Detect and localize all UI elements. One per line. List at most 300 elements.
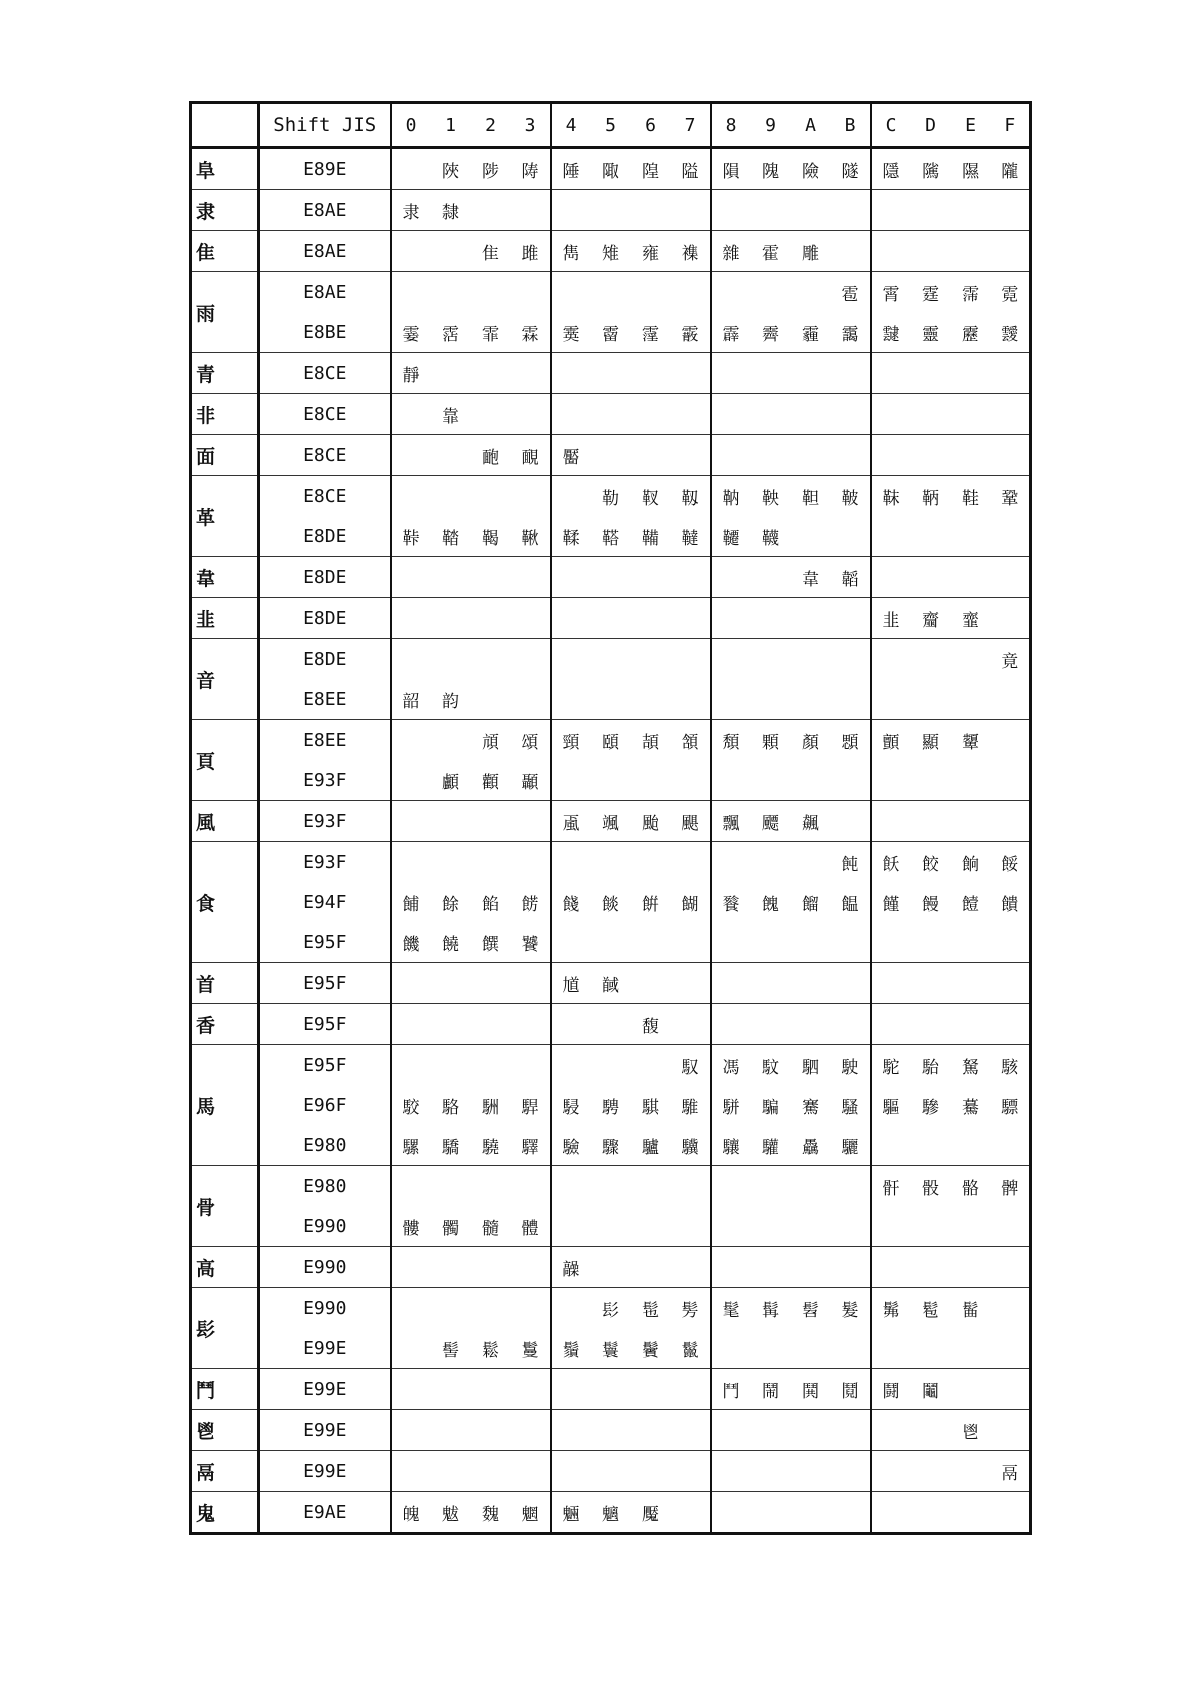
- kanji-cell: [951, 1004, 991, 1045]
- kanji-cell: [511, 476, 551, 517]
- kanji-cell: [791, 1328, 831, 1369]
- kanji-cell: [871, 1492, 911, 1534]
- kanji-cell: [831, 231, 871, 272]
- radical-cell: 風: [191, 801, 259, 842]
- table-row: [191, 801, 1031, 842]
- kanji-cell: [711, 922, 751, 963]
- kanji-cell: [551, 557, 591, 598]
- kanji-cell: 駱: [442, 1097, 459, 1118]
- kanji-cell: 驥: [671, 1125, 711, 1166]
- kanji-cell: 霪: [631, 312, 671, 353]
- kanji-cell: [791, 435, 831, 476]
- kanji-cell: 霖: [511, 312, 551, 353]
- kanji-cell: 騁: [602, 1097, 619, 1118]
- kanji-cell: [391, 272, 431, 313]
- kanji-cell: [471, 1410, 511, 1451]
- kanji-cell: [551, 1288, 591, 1329]
- kanji-cell: [951, 1125, 991, 1166]
- kanji-cell: [631, 1410, 671, 1451]
- kanji-cell: [471, 598, 511, 639]
- kanji-cell: [711, 760, 751, 801]
- column-header: 4: [551, 103, 591, 148]
- kanji-cell: [591, 679, 631, 720]
- table-row: [191, 1247, 1031, 1288]
- kanji-cell: 驟: [591, 1125, 631, 1166]
- kanji-cell: 鞦: [511, 516, 551, 557]
- kanji-cell: 餔: [402, 894, 420, 915]
- kanji-cell: [871, 557, 911, 598]
- kanji-cell: [391, 1328, 431, 1369]
- kanji-cell: 顳: [511, 760, 551, 801]
- kanji-cell: [911, 1125, 951, 1166]
- kanji-cell: 馮: [722, 1057, 740, 1078]
- kanji-cell: [751, 272, 791, 313]
- kanji-cell: [911, 1206, 951, 1247]
- kanji-cell: [671, 639, 711, 680]
- kanji-cell: [551, 1166, 591, 1207]
- kanji-cell: [711, 1004, 751, 1045]
- kanji-cell: [431, 801, 471, 842]
- kanji-cell: [671, 1247, 711, 1288]
- table-row: [191, 1125, 1031, 1166]
- kanji-cell: 隸: [431, 190, 471, 231]
- kanji-cell: [631, 922, 671, 963]
- kanji-cell: 餒: [1001, 854, 1019, 875]
- kanji-cell: 饑: [391, 922, 431, 963]
- kanji-cell: [951, 435, 991, 476]
- kanji-cell: [871, 231, 911, 272]
- kanji-cell: 饌: [471, 922, 511, 963]
- shift-jis-code-cell: E990: [259, 1288, 391, 1329]
- kanji-cell: 靨: [551, 435, 591, 476]
- kanji-cell: 餮: [722, 894, 740, 915]
- kanji-cell: 餞: [562, 894, 580, 915]
- radical-cell: 隶: [191, 190, 259, 231]
- kanji-cell: [551, 1369, 591, 1410]
- kanji-cell: 靦: [511, 435, 551, 476]
- kanji-cell: [511, 679, 551, 720]
- kanji-cell: 饒: [431, 922, 471, 963]
- shift-jis-code-cell: E95F: [259, 922, 391, 963]
- kanji-cell: [671, 353, 711, 394]
- column-header: D: [911, 103, 951, 148]
- kanji-cell: 頏: [482, 732, 499, 753]
- kanji-cell: [751, 190, 791, 231]
- kanji-cell: [871, 963, 911, 1004]
- kanji-cell: 靈: [911, 312, 951, 353]
- kanji-cell: [431, 842, 471, 883]
- kanji-cell: [951, 557, 991, 598]
- kanji-cell: [751, 760, 791, 801]
- kanji-cell: [391, 598, 431, 639]
- kanji-cell: [471, 1369, 511, 1410]
- kanji-cell: 隕: [711, 148, 751, 190]
- kanji-cell: 靆: [871, 312, 911, 353]
- kanji-cell: 霙: [551, 312, 591, 353]
- kanji-cell: [631, 639, 671, 680]
- table-row: [191, 1451, 1031, 1492]
- kanji-cell: 靼: [802, 488, 819, 509]
- kanji-cell: [511, 1369, 551, 1410]
- kanji-cell: [471, 190, 511, 231]
- radical-cell: 鬥: [191, 1369, 259, 1410]
- kanji-cell: [391, 1410, 431, 1451]
- kanji-cell: [951, 353, 991, 394]
- kanji-cell: [951, 1247, 991, 1288]
- shift-jis-code-cell: E8CE: [259, 476, 391, 517]
- kanji-cell: [751, 1004, 791, 1045]
- kanji-cell: [791, 394, 831, 435]
- shift-jis-code-cell: E89E: [259, 148, 391, 190]
- kanji-cell: [631, 394, 671, 435]
- kanji-cell: [591, 557, 631, 598]
- kanji-cell: 驛: [511, 1125, 551, 1166]
- kanji-cell: [871, 679, 911, 720]
- column-header: 2: [471, 103, 511, 148]
- kanji-cell: [551, 1045, 591, 1086]
- shift-jis-code-cell: E99E: [259, 1369, 391, 1410]
- kanji-cell: [751, 557, 791, 598]
- kanji-cell: 髫: [802, 1300, 819, 1321]
- kanji-cell: [431, 435, 471, 476]
- kanji-cell: 饋: [1001, 894, 1019, 915]
- kanji-cell: [511, 842, 551, 883]
- shift-jis-code-cell: E8CE: [259, 435, 391, 476]
- kanji-cell: [831, 801, 871, 842]
- kanji-cell: 饕: [511, 922, 551, 963]
- kanji-cell: 魎: [562, 1504, 580, 1525]
- kanji-cell: 隧: [831, 148, 871, 190]
- kanji-cell: [871, 516, 911, 557]
- kanji-cell: [591, 760, 631, 801]
- kanji-cell: 飫: [882, 854, 900, 875]
- shift-jis-code-cell: E8AE: [259, 190, 391, 231]
- kanji-cell: [711, 272, 751, 313]
- kanji-cell: 韲: [951, 598, 991, 639]
- kanji-cell: [911, 1004, 951, 1045]
- kanji-cell: 雎: [511, 231, 551, 272]
- kanji-cell: [591, 1045, 631, 1086]
- kanji-cell: [671, 394, 711, 435]
- kanji-cell: 雉: [591, 231, 631, 272]
- kanji-cell: [991, 760, 1031, 801]
- kanji-cell: 駲: [482, 1097, 499, 1118]
- kanji-cell: [991, 963, 1031, 1004]
- kanji-cell: [551, 1451, 591, 1492]
- kanji-cell: [911, 190, 951, 231]
- kanji-cell: [831, 353, 871, 394]
- kanji-cell: [991, 557, 1031, 598]
- kanji-cell: 駭: [1001, 1057, 1019, 1078]
- kanji-cell: [871, 394, 911, 435]
- kanji-cell: [431, 1247, 471, 1288]
- shift-jis-code-cell: E8EE: [259, 720, 391, 761]
- kanji-cell: 鞁: [831, 476, 871, 517]
- kanji-cell: [751, 598, 791, 639]
- kanji-cell: [551, 476, 591, 517]
- kanji-cell: 餉: [962, 854, 979, 875]
- kanji-cell: 鬮: [911, 1369, 951, 1410]
- shift-jis-code-cell: E8AE: [259, 272, 391, 313]
- kanji-cell: [511, 1004, 551, 1045]
- kanji-cell: [831, 1004, 871, 1045]
- kanji-cell: 驤: [711, 1125, 751, 1166]
- kanji-cell: [791, 1004, 831, 1045]
- kanji-cell: 餝: [511, 882, 551, 922]
- kanji-cell: [791, 1492, 831, 1534]
- kanji-cell: [671, 1166, 711, 1207]
- kanji-cell: [911, 1451, 951, 1492]
- radical-cell: 雨: [191, 272, 259, 353]
- kanji-cell: 饅: [922, 894, 939, 915]
- table-row: [191, 760, 1031, 801]
- radical-cell: 食: [191, 842, 259, 963]
- kanji-cell: 韈: [751, 516, 791, 557]
- table-row: [191, 1328, 1031, 1369]
- kanji-cell: 鞣: [551, 516, 591, 557]
- kanji-cell: [431, 720, 471, 761]
- kanji-cell: 隍: [631, 148, 671, 190]
- shift-jis-code-cell: E96F: [259, 1085, 391, 1125]
- kanji-cell: [951, 639, 991, 680]
- table-row: [191, 1369, 1031, 1410]
- shift-jis-code-cell: E95F: [259, 1004, 391, 1045]
- kanji-cell: 鬩: [831, 1369, 871, 1410]
- kanji-cell: [751, 842, 791, 883]
- kanji-cell: [831, 435, 871, 476]
- kanji-cell: 隹: [471, 231, 511, 272]
- kanji-cell: [631, 353, 671, 394]
- kanji-cell: [791, 1247, 831, 1288]
- kanji-cell: [591, 598, 631, 639]
- table-row: [191, 190, 1031, 231]
- kanji-cell: [911, 557, 951, 598]
- kanji-cell: [671, 963, 711, 1004]
- kanji-cell: 霈: [962, 284, 979, 305]
- shift-jis-code-cell: E990: [259, 1206, 391, 1247]
- kanji-cell: [951, 394, 991, 435]
- radical-cell: 阜: [191, 148, 259, 190]
- kanji-cell: 髱: [922, 1300, 939, 1321]
- shift-jis-code-cell: E95F: [259, 963, 391, 1004]
- kanji-cell: [671, 922, 711, 963]
- kanji-cell: [831, 1166, 871, 1207]
- kanji-cell: [471, 1451, 511, 1492]
- kanji-cell: [751, 639, 791, 680]
- kanji-cell: [671, 1369, 711, 1410]
- table-row: [191, 1166, 1031, 1207]
- kanji-cell: 顏: [802, 732, 819, 753]
- kanji-cell: [711, 1492, 751, 1534]
- kanji-cell: [911, 435, 951, 476]
- column-header: B: [831, 103, 871, 148]
- kanji-cell: [751, 394, 791, 435]
- kanji-cell: [431, 231, 471, 272]
- kanji-cell: [631, 842, 671, 883]
- kanji-cell: [551, 1410, 591, 1451]
- kanji-cell: [791, 1451, 831, 1492]
- kanji-cell: [551, 639, 591, 680]
- kanji-cell: [471, 394, 511, 435]
- table-row: [191, 598, 1031, 639]
- kanji-cell: [711, 435, 751, 476]
- kanji-cell: [751, 1206, 791, 1247]
- column-header: 3: [511, 103, 551, 148]
- kanji-cell: 髷: [962, 1300, 979, 1321]
- shift-jis-code-cell: E93F: [259, 842, 391, 883]
- shift-jis-code-cell: E8AE: [259, 231, 391, 272]
- kanji-cell: 駮: [402, 1097, 420, 1118]
- kanji-cell: 髢: [642, 1300, 659, 1321]
- shift-jis-code-cell: E8CE: [259, 353, 391, 394]
- kanji-cell: [911, 801, 951, 842]
- kanji-cell: [831, 1451, 871, 1492]
- shift-jis-code-cell: E980: [259, 1125, 391, 1166]
- kanji-cell: 驫: [791, 1125, 831, 1166]
- table-row: [191, 842, 1031, 883]
- shift-jis-code-cell: E93F: [259, 760, 391, 801]
- kanji-cell: [711, 1328, 751, 1369]
- kanji-cell: [711, 963, 751, 1004]
- table-row: [191, 1206, 1031, 1247]
- kanji-cell: [631, 557, 671, 598]
- kanji-cell: 霤: [591, 312, 631, 353]
- kanji-cell: 顫: [882, 732, 900, 753]
- kanji-cell: 騏: [642, 1097, 659, 1118]
- kanji-cell: [551, 922, 591, 963]
- kanji-cell: [631, 1206, 671, 1247]
- kanji-cell: 陲: [551, 148, 591, 190]
- kanji-cell: 駑: [962, 1057, 979, 1078]
- kanji-cell: 驕: [431, 1125, 471, 1166]
- radical-cell: 韋: [191, 557, 259, 598]
- kanji-cell: [711, 639, 751, 680]
- kanji-cell: [431, 353, 471, 394]
- kanji-cell: [431, 557, 471, 598]
- kanji-cell: 駝: [882, 1057, 900, 1078]
- kanji-cell: [751, 1247, 791, 1288]
- kanji-cell: [591, 1410, 631, 1451]
- kanji-cell: 頷: [671, 720, 711, 761]
- kanji-cell: [591, 1247, 631, 1288]
- shift-jis-code-cell: E8DE: [259, 557, 391, 598]
- kanji-cell: 霎: [391, 312, 431, 353]
- kanji-cell: [511, 1247, 551, 1288]
- kanji-cell: [791, 598, 831, 639]
- kanji-cell: [671, 1410, 711, 1451]
- kanji-cell: [511, 353, 551, 394]
- kanji-cell: 馭: [671, 1045, 711, 1086]
- kanji-cell: 鬢: [631, 1328, 671, 1369]
- kanji-cell: [911, 963, 951, 1004]
- kanji-cell: [831, 1206, 871, 1247]
- kanji-cell: 霏: [471, 312, 511, 353]
- kanji-cell: 鞜: [431, 516, 471, 557]
- kanji-cell: [591, 639, 631, 680]
- kanji-cell: [471, 1004, 511, 1045]
- kanji-cell: 隗: [751, 148, 791, 190]
- kanji-cell: 霍: [751, 231, 791, 272]
- radical-cell: 香: [191, 1004, 259, 1045]
- kanji-cell: [591, 922, 631, 963]
- kanji-cell: [471, 963, 511, 1004]
- kanji-cell: [631, 1247, 671, 1288]
- kanji-cell: 頽: [722, 732, 740, 753]
- kanji-cell: 勒: [602, 488, 619, 509]
- kanji-cell: 顴: [471, 760, 511, 801]
- kanji-cell: 鞅: [762, 488, 779, 509]
- kanji-cell: 鬧: [751, 1369, 791, 1410]
- kanji-cell: [911, 679, 951, 720]
- table-row: [191, 1004, 1031, 1045]
- kanji-cell: 隱: [871, 148, 911, 190]
- kanji-cell: [671, 1206, 711, 1247]
- kanji-cell: [831, 963, 871, 1004]
- shift-jis-code-cell: E99E: [259, 1410, 391, 1451]
- kanji-cell: 陜: [431, 148, 471, 190]
- kanji-cell: [391, 1004, 431, 1045]
- kanji-cell: 頤: [602, 732, 619, 753]
- kanji-cell: [431, 1166, 471, 1207]
- kanji-cell: [711, 190, 751, 231]
- kanji-cell: 驢: [631, 1125, 671, 1166]
- radical-cell: 韭: [191, 598, 259, 639]
- kanji-cell: 鬥: [711, 1369, 751, 1410]
- kanji-cell: [871, 1125, 911, 1166]
- kanji-cell: [551, 598, 591, 639]
- kanji-cell: 雕: [791, 231, 831, 272]
- kanji-cell: 韵: [431, 679, 471, 720]
- kanji-cell: [831, 1410, 871, 1451]
- kanji-cell: [791, 922, 831, 963]
- kanji-cell: 靠: [431, 394, 471, 435]
- kanji-cell: 陦: [511, 148, 551, 190]
- kanji-cell: [951, 231, 991, 272]
- kanji-cell: 襍: [671, 231, 711, 272]
- kanji-cell: 飩: [831, 842, 871, 883]
- kanji-cell: [511, 1451, 551, 1492]
- kanji-cell: 餡: [482, 894, 499, 915]
- kanji-cell: 陟: [471, 148, 511, 190]
- shift-jis-kanji-table: [189, 101, 1032, 1535]
- kanji-cell: [911, 1328, 951, 1369]
- column-header: C: [871, 103, 911, 148]
- table-body: [191, 148, 1031, 1534]
- kanji-cell: [951, 679, 991, 720]
- kanji-cell: [911, 1247, 951, 1288]
- shift-jis-code-cell: E95F: [259, 1045, 391, 1086]
- column-header: E: [951, 103, 991, 148]
- kanji-cell: [911, 1410, 951, 1451]
- kanji-cell: [991, 720, 1031, 761]
- kanji-cell: 韶: [391, 679, 431, 720]
- table-row: [191, 1085, 1031, 1125]
- kanji-cell: [391, 1369, 431, 1410]
- table-row: [191, 963, 1031, 1004]
- kanji-cell: 魏: [482, 1504, 499, 1525]
- kanji-cell: [911, 231, 951, 272]
- kanji-cell: 髟: [602, 1300, 619, 1321]
- kanji-cell: [951, 760, 991, 801]
- kanji-cell: 頌: [511, 720, 551, 761]
- radical-cell: 青: [191, 353, 259, 394]
- kanji-cell: [671, 760, 711, 801]
- kanji-cell: [631, 435, 671, 476]
- kanji-cell: [631, 760, 671, 801]
- kanji-cell: [871, 435, 911, 476]
- kanji-cell: [751, 1451, 791, 1492]
- table-row: [191, 720, 1031, 761]
